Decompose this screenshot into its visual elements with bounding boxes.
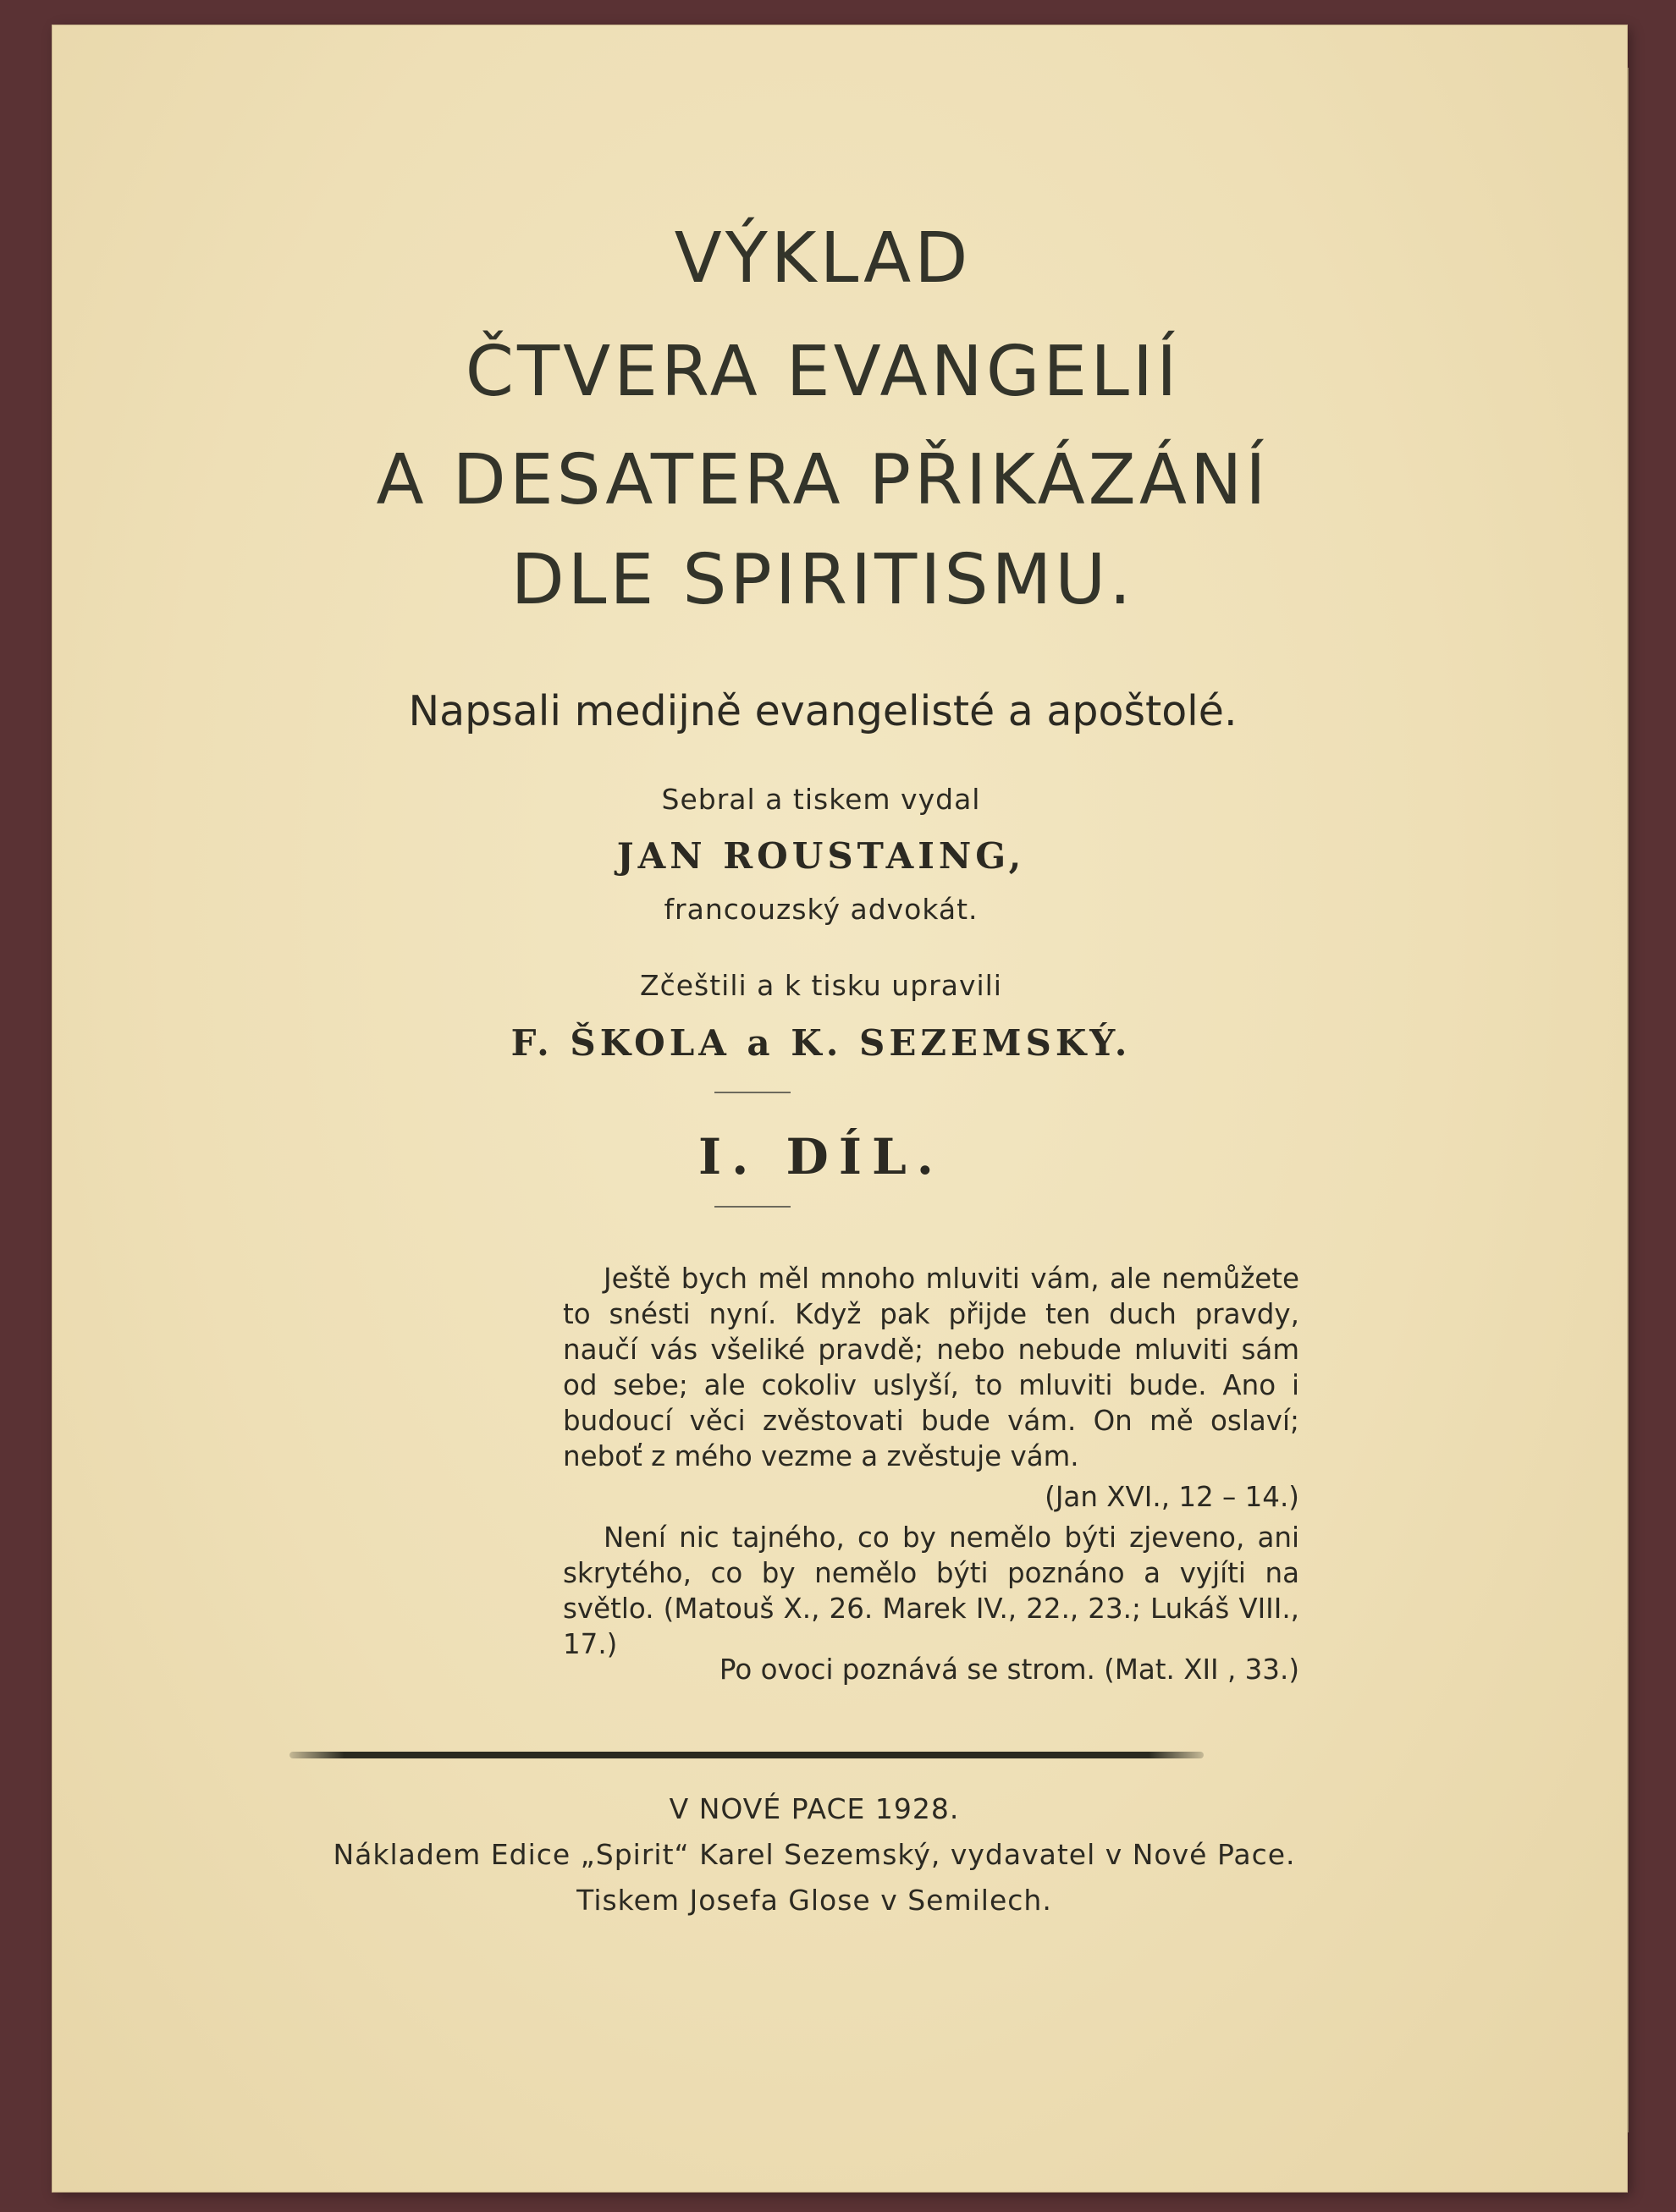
- divider-short-top: [714, 1092, 791, 1093]
- title-page: [52, 25, 1627, 2192]
- title-line-3: A DESATERA PŘIKÁZÁNÍ: [376, 440, 1270, 520]
- epigraph-quote-2: Není nic tajného, co by nemělo býti zjeveno, ani skrytého, co by nemělo býti poznáno a vyjíti na světlo. (Matouš X., 26. Marek IV., 22., 23.; Lukáš VIII., 17.): [563, 1521, 1299, 1660]
- epigraph-reference-1: (Jan XVI., 12 – 14.): [1045, 1481, 1299, 1513]
- author-role: francouzský advokát.: [664, 893, 979, 926]
- translated-by-label: Zčeštili a k tisku upravili: [640, 969, 1002, 1002]
- epigraph-quote-1: Ještě bych měl mnoho mluviti vám, ale nemůžete to snésti nyní. Když pak přijde ten duch pravdy, naučí vás všeliké pravdě; nebo nebude mluviti sám od sebe; ale cokoliv uslyší, to mluviti bude. Ano i budoucí věci zvěstovati bude vám. On mě oslaví; neboť z mého vezme a zvěstuje vám.: [563, 1263, 1299, 1472]
- title-line-4: DLE SPIRITISMU.: [510, 540, 1135, 620]
- collected-by-label: Sebral a tiskem vydal: [661, 783, 981, 816]
- epigraph-quote-3: Po ovoci poznává se strom. (Mat. XII , 33.): [719, 1653, 1299, 1686]
- imprint-printer: Tiskem Josefa Glose v Semilech.: [576, 1884, 1052, 1917]
- author-name: JAN ROUSTAING,: [616, 835, 1026, 877]
- volume-number: I. DÍL.: [698, 1128, 944, 1186]
- divider-short-bottom: [714, 1206, 791, 1208]
- imprint-publisher: Nákladem Edice „Spirit“ Karel Sezemský, vydavatel v Nové Pace.: [333, 1838, 1296, 1871]
- title-line-1: VÝKLAD: [674, 218, 972, 299]
- translators: F. ŠKOLA a K. SEZEMSKÝ.: [510, 1022, 1132, 1064]
- divider-heavy: [289, 1752, 1204, 1758]
- subtitle: Napsali medijně evangelisté a apoštolé.: [408, 687, 1238, 735]
- title-line-2: ČTVERA EVANGELIÍ: [465, 332, 1181, 412]
- imprint-place-year: V NOVÉ PACE 1928.: [669, 1792, 960, 1825]
